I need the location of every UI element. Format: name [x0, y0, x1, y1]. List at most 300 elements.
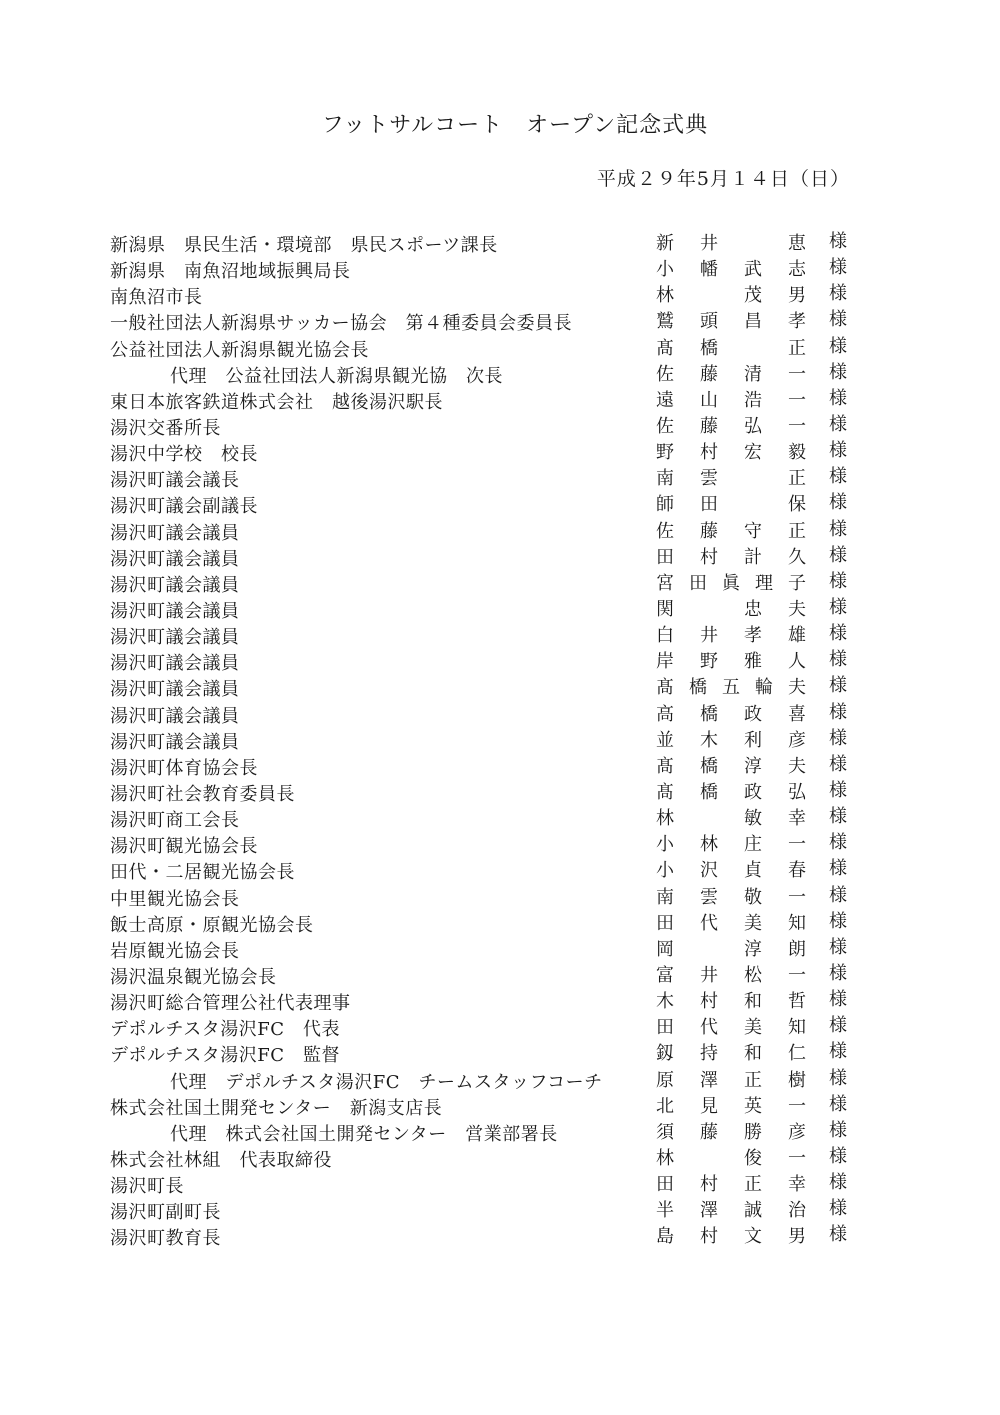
- honorific: 様: [829, 1198, 847, 1220]
- attendee-name: [655, 778, 807, 804]
- attendee-row: [0, 569, 1000, 595]
- honorific: 様: [829, 387, 847, 409]
- name-character: 正: [788, 337, 806, 359]
- attendee-name: [655, 909, 807, 935]
- name-character: 井: [700, 625, 718, 647]
- attendee-affiliation: 公益社団法人新潟県観光協会長: [110, 339, 369, 361]
- name-character: 半: [656, 1200, 674, 1222]
- attendee-name: [655, 334, 807, 360]
- honorific: 様: [829, 962, 847, 984]
- name-character: 小: [656, 834, 674, 856]
- name-character: 樹: [788, 1069, 806, 1091]
- name-character: 頭: [700, 311, 718, 333]
- name-character: 田: [700, 494, 718, 516]
- honorific: 様: [829, 727, 847, 749]
- honorific: 様: [829, 649, 847, 671]
- honorific: 様: [829, 596, 847, 618]
- honorific: 様: [829, 910, 847, 932]
- name-character: 幸: [788, 808, 806, 830]
- name-character: 藤: [700, 363, 718, 385]
- attendee-affiliation: 東日本旅客鉄道株式会社 越後湯沢駅長: [110, 391, 443, 413]
- name-character: 孝: [788, 311, 806, 333]
- honorific: 様: [829, 309, 847, 331]
- name-character: 並: [656, 729, 674, 751]
- honorific: 様: [829, 832, 847, 854]
- attendee-affiliation: 湯沢町議会副議長: [110, 496, 258, 518]
- name-character: 髙: [656, 755, 674, 777]
- name-character: 茂: [744, 285, 762, 307]
- attendee-affiliation: 湯沢交番所長: [110, 417, 221, 439]
- event-date: 平成２９年5月１４日（日）: [596, 168, 850, 190]
- name-character: 原: [656, 1069, 674, 1091]
- honorific: 様: [829, 779, 847, 801]
- honorific: 様: [829, 440, 847, 462]
- name-character: 南: [656, 886, 674, 908]
- honorific: 様: [829, 518, 847, 540]
- attendee-affiliation: 湯沢町議会議員: [110, 653, 240, 675]
- attendee-name: [655, 1196, 807, 1222]
- name-character: 一: [788, 415, 806, 437]
- attendee-name: [655, 647, 807, 673]
- attendee-name: [655, 700, 807, 726]
- name-character: [699, 595, 719, 621]
- name-character: 孝: [744, 625, 762, 647]
- name-character: 村: [700, 1226, 718, 1248]
- name-character: 藤: [700, 415, 718, 437]
- name-character: 英: [744, 1095, 762, 1117]
- attendee-row: [0, 543, 1000, 569]
- attendee-row: [0, 412, 1000, 438]
- honorific: 様: [829, 361, 847, 383]
- name-character: 人: [788, 651, 806, 673]
- name-character: 輪: [755, 677, 773, 699]
- name-character: 知: [788, 912, 806, 934]
- honorific: 様: [829, 989, 847, 1011]
- honorific: 様: [829, 936, 847, 958]
- honorific: 様: [829, 1119, 847, 1141]
- honorific: 様: [829, 858, 847, 880]
- name-character: 久: [788, 546, 806, 568]
- attendee-affiliation: 湯沢町観光協会長: [110, 836, 258, 858]
- attendee-name: [655, 673, 807, 699]
- honorific: 様: [829, 806, 847, 828]
- attendee-name: [655, 883, 807, 909]
- name-character: 林: [656, 1147, 674, 1169]
- name-character: 井: [700, 233, 718, 254]
- name-character: 林: [700, 834, 718, 856]
- name-character: 彦: [788, 1121, 806, 1143]
- name-character: [743, 229, 763, 255]
- name-character: 林: [656, 808, 674, 830]
- honorific: 様: [829, 335, 847, 357]
- name-character: [699, 935, 719, 961]
- attendee-affiliation: 湯沢町議会議員: [110, 627, 240, 649]
- attendee-row: [0, 360, 1000, 386]
- attendee-name: [655, 726, 807, 752]
- name-character: 知: [788, 1017, 806, 1039]
- name-character: 一: [788, 964, 806, 986]
- attendee-row: [0, 987, 1000, 1013]
- attendee-row: [0, 830, 1000, 856]
- attendee-affiliation: 代理 株式会社国土開発センター 営業部署長: [170, 1123, 558, 1145]
- name-character: 五: [722, 677, 740, 699]
- attendee-name: [655, 438, 807, 464]
- attendee-name: [655, 281, 807, 307]
- attendee-affiliation: 湯沢中学校 校長: [110, 444, 258, 466]
- name-character: 一: [788, 1095, 806, 1117]
- honorific: 様: [829, 1067, 847, 1089]
- attendee-affiliation: 湯沢町総合管理公社代表理事: [110, 993, 351, 1015]
- name-character: 一: [788, 886, 806, 908]
- name-character: 清: [744, 363, 762, 385]
- name-character: [699, 281, 719, 307]
- attendee-row: [0, 883, 1000, 909]
- attendee-affiliation: 飯士高原・原観光協会長: [110, 914, 314, 936]
- attendee-row: [0, 386, 1000, 412]
- name-character: 村: [700, 991, 718, 1013]
- name-character: 志: [788, 259, 806, 281]
- honorific: 様: [829, 884, 847, 906]
- name-character: 正: [744, 1069, 762, 1091]
- name-character: 岸: [656, 651, 674, 673]
- name-character: 林: [656, 285, 674, 307]
- name-character: [743, 464, 763, 490]
- name-character: 白: [656, 625, 674, 647]
- name-character: 恵: [788, 233, 806, 254]
- name-character: 新: [656, 233, 674, 254]
- attendee-affiliation: 湯沢町副町長: [110, 1202, 221, 1224]
- name-character: 美: [744, 1017, 762, 1039]
- name-character: 利: [744, 729, 762, 751]
- attendee-name: [655, 1092, 807, 1118]
- attendee-row: [0, 281, 1000, 307]
- honorific: 様: [829, 753, 847, 775]
- attendee-row: [0, 961, 1000, 987]
- attendee-affiliation: 湯沢町議会議員: [110, 600, 240, 622]
- attendee-name: [655, 255, 807, 281]
- attendee-affiliation: 湯沢町議会議員: [110, 574, 240, 596]
- name-character: 田: [656, 912, 674, 934]
- attendee-name: [655, 621, 807, 647]
- name-character: 木: [700, 729, 718, 751]
- attendee-row: [0, 909, 1000, 935]
- name-character: 橋: [700, 755, 718, 777]
- attendee-affiliation: 中里観光協会長: [110, 888, 240, 910]
- name-character: 井: [700, 964, 718, 986]
- name-character: 俊: [744, 1147, 762, 1169]
- attendee-name: [655, 517, 807, 543]
- name-character: 仁: [788, 1043, 806, 1065]
- name-character: 須: [656, 1121, 674, 1143]
- name-character: 男: [788, 1226, 806, 1248]
- name-character: 和: [744, 1043, 762, 1065]
- attendee-name: [655, 490, 807, 516]
- attendee-row: [0, 1039, 1000, 1065]
- attendee-name: [655, 1039, 807, 1065]
- attendee-affiliation: 湯沢温泉観光協会長: [110, 966, 277, 988]
- name-character: 淳: [744, 755, 762, 777]
- name-character: 文: [744, 1226, 762, 1248]
- name-character: 計: [744, 546, 762, 568]
- name-character: 雲: [700, 468, 718, 490]
- attendee-affiliation: 湯沢町教育長: [110, 1228, 221, 1250]
- attendee-row: [0, 1066, 1000, 1092]
- name-character: 南: [656, 468, 674, 490]
- attendee-name: [655, 595, 807, 621]
- name-character: 勝: [744, 1121, 762, 1143]
- attendee-name: [655, 412, 807, 438]
- name-character: 富: [656, 964, 674, 986]
- honorific: 様: [829, 283, 847, 305]
- name-character: 村: [700, 546, 718, 568]
- name-character: 小: [656, 860, 674, 882]
- name-character: 橋: [700, 703, 718, 725]
- attendee-name: [655, 1170, 807, 1196]
- honorific: 様: [829, 1015, 847, 1037]
- name-character: 忠: [744, 598, 762, 620]
- name-character: 橋: [700, 781, 718, 803]
- honorific: 様: [829, 492, 847, 514]
- attendee-row: [0, 700, 1000, 726]
- attendee-affiliation: 新潟県 県民生活・環境部 県民スポーツ課長: [110, 235, 498, 256]
- attendee-affiliation: 湯沢町議会議員: [110, 548, 240, 570]
- attendee-affiliation: 新潟県 南魚沼地域振興局長: [110, 261, 351, 283]
- name-character: 高: [656, 703, 674, 725]
- attendee-name: [655, 229, 807, 255]
- name-character: 藤: [700, 1121, 718, 1143]
- attendee-affiliation: 田代・二居観光協会長: [110, 862, 295, 884]
- name-character: 釼: [656, 1043, 674, 1065]
- name-character: 哲: [788, 991, 806, 1013]
- attendee-row: [0, 517, 1000, 543]
- honorific: 様: [829, 413, 847, 435]
- name-character: 武: [744, 259, 762, 281]
- attendee-affiliation: 湯沢町社会教育委員長: [110, 783, 295, 805]
- name-character: 守: [744, 520, 762, 542]
- attendee-row: [0, 752, 1000, 778]
- name-character: 小: [656, 259, 674, 281]
- name-character: 夫: [788, 598, 806, 620]
- attendee-name: [655, 464, 807, 490]
- name-character: 沢: [700, 860, 718, 882]
- attendee-row: [0, 1196, 1000, 1222]
- name-character: 野: [656, 442, 674, 464]
- name-character: 敏: [744, 808, 762, 830]
- attendee-name: [655, 1013, 807, 1039]
- attendee-name: [655, 360, 807, 386]
- name-character: 持: [700, 1043, 718, 1065]
- attendee-affiliation: 株式会社国土開発センター 新潟支店長: [110, 1097, 443, 1119]
- attendee-row: [0, 229, 1000, 255]
- name-character: 春: [788, 860, 806, 882]
- name-character: 貞: [744, 860, 762, 882]
- name-character: 夫: [788, 755, 806, 777]
- name-character: 浩: [744, 389, 762, 411]
- attendee-name: [655, 1144, 807, 1170]
- attendee-name: [655, 804, 807, 830]
- attendee-affiliation: 代理 公益社団法人新潟県観光協 次長: [170, 365, 503, 387]
- name-character: 髙: [656, 781, 674, 803]
- name-character: 島: [656, 1226, 674, 1248]
- name-character: 夫: [788, 677, 806, 699]
- attendee-name: [655, 752, 807, 778]
- name-character: 佐: [656, 520, 674, 542]
- attendee-row: [0, 334, 1000, 360]
- attendee-name: [655, 987, 807, 1013]
- attendee-affiliation: デポルチスタ湯沢FC 監督: [110, 1045, 341, 1067]
- attendee-affiliation: 株式会社林組 代表取締役: [110, 1149, 332, 1171]
- attendee-affiliation: 湯沢町議会議員: [110, 679, 240, 701]
- name-character: 雅: [744, 651, 762, 673]
- attendee-affiliation: 湯沢町議会議員: [110, 705, 240, 727]
- name-character: 髙: [656, 677, 674, 699]
- name-character: 遠: [656, 389, 674, 411]
- attendee-row: [0, 307, 1000, 333]
- name-character: 政: [744, 703, 762, 725]
- document-title: フットサルコート オープン記念式典: [321, 113, 709, 138]
- name-character: 岡: [656, 938, 674, 960]
- name-character: 代: [700, 1017, 718, 1039]
- attendee-row: [0, 1118, 1000, 1144]
- attendee-row: [0, 856, 1000, 882]
- name-character: 見: [700, 1095, 718, 1117]
- name-character: 淳: [744, 938, 762, 960]
- attendee-affiliation: デポルチスタ湯沢FC 代表: [110, 1019, 341, 1041]
- name-character: [699, 804, 719, 830]
- name-character: 宮: [656, 572, 674, 594]
- attendee-name: [655, 307, 807, 333]
- name-character: 保: [788, 494, 806, 516]
- name-character: 北: [656, 1095, 674, 1117]
- name-character: 男: [788, 285, 806, 307]
- name-character: 一: [788, 389, 806, 411]
- attendee-affiliation: 湯沢町議会議員: [110, 522, 240, 544]
- name-character: 毅: [788, 442, 806, 464]
- attendee-name: [655, 830, 807, 856]
- name-character: 田: [689, 572, 707, 594]
- name-character: 敬: [744, 886, 762, 908]
- name-character: 幡: [700, 259, 718, 281]
- name-character: 弘: [788, 781, 806, 803]
- name-character: 正: [744, 1174, 762, 1196]
- name-character: 一: [788, 1147, 806, 1169]
- name-character: 庄: [744, 834, 762, 856]
- attendee-affiliation: 湯沢町商工会長: [110, 810, 240, 832]
- name-character: 関: [656, 598, 674, 620]
- name-character: 村: [700, 1174, 718, 1196]
- name-character: 松: [744, 964, 762, 986]
- honorific: 様: [829, 1172, 847, 1194]
- attendee-list: [0, 229, 1000, 1248]
- honorific: 様: [829, 1145, 847, 1167]
- name-character: 田: [656, 546, 674, 568]
- honorific: 様: [829, 231, 847, 252]
- name-character: 朗: [788, 938, 806, 960]
- name-character: 眞: [722, 572, 740, 594]
- attendee-row: [0, 464, 1000, 490]
- name-character: 木: [656, 991, 674, 1013]
- name-character: 田: [656, 1174, 674, 1196]
- attendee-affiliation: 代理 デポルチスタ湯沢FC チームスタッフコーチ: [170, 1071, 603, 1093]
- name-character: 橋: [689, 677, 707, 699]
- name-character: [743, 490, 763, 516]
- name-character: 澤: [700, 1069, 718, 1091]
- name-character: 幸: [788, 1174, 806, 1196]
- name-character: 鷲: [656, 311, 674, 333]
- attendee-name: [655, 961, 807, 987]
- name-character: 彦: [788, 729, 806, 751]
- name-character: 村: [700, 442, 718, 464]
- name-character: 正: [788, 468, 806, 490]
- name-character: 和: [744, 991, 762, 1013]
- name-character: 理: [755, 572, 773, 594]
- attendee-row: [0, 490, 1000, 516]
- attendee-affiliation: 湯沢町議会議長: [110, 470, 240, 492]
- attendee-name: [655, 569, 807, 595]
- honorific: 様: [829, 623, 847, 645]
- attendee-affiliation: 岩原観光協会長: [110, 940, 240, 962]
- name-character: 宏: [744, 442, 762, 464]
- name-character: 喜: [788, 703, 806, 725]
- honorific: 様: [829, 675, 847, 697]
- name-character: 佐: [656, 363, 674, 385]
- attendee-affiliation: 湯沢町議会議員: [110, 731, 240, 753]
- name-character: 代: [700, 912, 718, 934]
- attendee-row: [0, 255, 1000, 281]
- attendee-row: [0, 595, 1000, 621]
- name-character: 澤: [700, 1200, 718, 1222]
- honorific: 様: [829, 257, 847, 279]
- name-character: 政: [744, 781, 762, 803]
- name-character: 雲: [700, 886, 718, 908]
- honorific: 様: [829, 570, 847, 592]
- attendee-row: [0, 673, 1000, 699]
- name-character: 髙: [656, 337, 674, 359]
- attendee-row: [0, 438, 1000, 464]
- name-character: 子: [788, 572, 806, 594]
- attendee-row: [0, 1144, 1000, 1170]
- name-character: 橋: [700, 337, 718, 359]
- attendee-name: [655, 1222, 807, 1248]
- honorific: 様: [829, 544, 847, 566]
- honorific: 様: [829, 1224, 847, 1246]
- attendee-name: [655, 543, 807, 569]
- attendee-affiliation: 湯沢町長: [110, 1176, 184, 1198]
- name-character: 山: [700, 389, 718, 411]
- attendee-row: [0, 935, 1000, 961]
- attendee-name: [655, 386, 807, 412]
- name-character: [699, 1144, 719, 1170]
- honorific: 様: [829, 1041, 847, 1063]
- name-character: 一: [788, 834, 806, 856]
- attendee-name: [655, 1118, 807, 1144]
- attendee-name: [655, 935, 807, 961]
- attendee-row: [0, 778, 1000, 804]
- attendee-row: [0, 804, 1000, 830]
- honorific: 様: [829, 701, 847, 723]
- attendee-row: [0, 621, 1000, 647]
- attendee-row: [0, 1092, 1000, 1118]
- attendee-row: [0, 726, 1000, 752]
- honorific: 様: [829, 466, 847, 488]
- name-character: 正: [788, 520, 806, 542]
- attendee-row: [0, 1013, 1000, 1039]
- attendee-affiliation: 南魚沼市長: [110, 287, 203, 309]
- attendee-affiliation: 一般社団法人新潟県サッカー協会 第４種委員会委員長: [110, 313, 573, 335]
- attendee-affiliation: 湯沢町体育協会長: [110, 757, 258, 779]
- name-character: 佐: [656, 415, 674, 437]
- name-character: 誠: [744, 1200, 762, 1222]
